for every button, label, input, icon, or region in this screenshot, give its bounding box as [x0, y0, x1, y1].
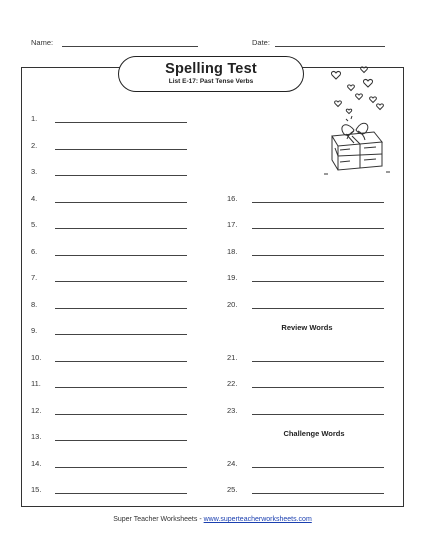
item-number: 19.	[227, 273, 238, 282]
answer-line[interactable]	[55, 228, 187, 229]
answer-line[interactable]	[55, 122, 187, 123]
footer	[0, 516, 425, 523]
answer-line[interactable]	[55, 440, 187, 441]
item-number: 22.	[227, 379, 238, 388]
answer-line[interactable]	[252, 255, 384, 256]
item-number: 11.	[31, 379, 41, 388]
answer-line[interactable]	[252, 281, 384, 282]
item-number: 15.	[31, 485, 42, 494]
answer-line[interactable]	[55, 202, 187, 203]
title-banner	[118, 56, 304, 92]
answer-line[interactable]	[55, 175, 187, 176]
item-number: 20.	[227, 299, 238, 309]
item-number: 6.	[31, 246, 38, 256]
answer-line[interactable]	[55, 308, 187, 309]
item-number: 21.	[227, 352, 238, 362]
footer-link[interactable]: www.superteacherworksheets.com	[203, 516, 312, 523]
item-number: 23.	[227, 405, 238, 415]
answer-line[interactable]	[55, 414, 187, 415]
footer-brand: Super Teacher Worksheets	[113, 516, 198, 523]
answer-line[interactable]	[55, 255, 187, 256]
answer-line[interactable]	[55, 361, 187, 362]
item-number: 25.	[227, 485, 238, 494]
answer-line[interactable]	[55, 334, 187, 335]
list-subtitle: List E-17: Past Tense Verbs	[168, 78, 254, 85]
item-number: 3.	[31, 167, 38, 176]
item-number: 24.	[227, 458, 238, 468]
item-number: 10.	[31, 352, 42, 362]
item-number: 18.	[227, 246, 238, 256]
item-number: 7.	[31, 273, 38, 282]
answer-line[interactable]	[252, 308, 384, 309]
answer-line[interactable]	[252, 361, 384, 362]
page-title: Spelling Test	[165, 61, 257, 77]
footer-separator: -	[197, 516, 204, 523]
challenge-words-heading: Challenge Words	[283, 429, 345, 438]
answer-line[interactable]	[252, 387, 384, 388]
answer-line[interactable]	[55, 281, 187, 282]
item-number: 16.	[227, 193, 238, 203]
answer-line[interactable]	[55, 493, 187, 494]
answer-line[interactable]	[252, 228, 384, 229]
answer-line[interactable]	[252, 493, 384, 494]
item-number: 2.	[31, 140, 38, 150]
answer-line[interactable]	[252, 202, 384, 203]
name-label: Name:	[31, 38, 54, 47]
answer-line[interactable]	[55, 149, 187, 150]
item-number: 13.	[31, 432, 42, 441]
item-number: 17.	[227, 220, 238, 229]
answer-line[interactable]	[55, 467, 187, 468]
answer-line[interactable]	[252, 414, 384, 415]
item-number: 14.	[31, 458, 42, 468]
item-number: 5.	[31, 220, 38, 229]
item-number: 1.	[31, 114, 38, 123]
item-number: 8.	[31, 299, 38, 309]
answer-line[interactable]	[252, 467, 384, 468]
item-number: 4.	[31, 193, 38, 203]
item-number: 12.	[31, 405, 42, 415]
answer-line[interactable]	[55, 387, 187, 388]
date-label: Date:	[252, 38, 270, 47]
item-number: 9.	[31, 326, 38, 335]
review-words-heading: Review Words	[281, 323, 333, 332]
gift-box-with-hearts-icon	[316, 58, 416, 180]
